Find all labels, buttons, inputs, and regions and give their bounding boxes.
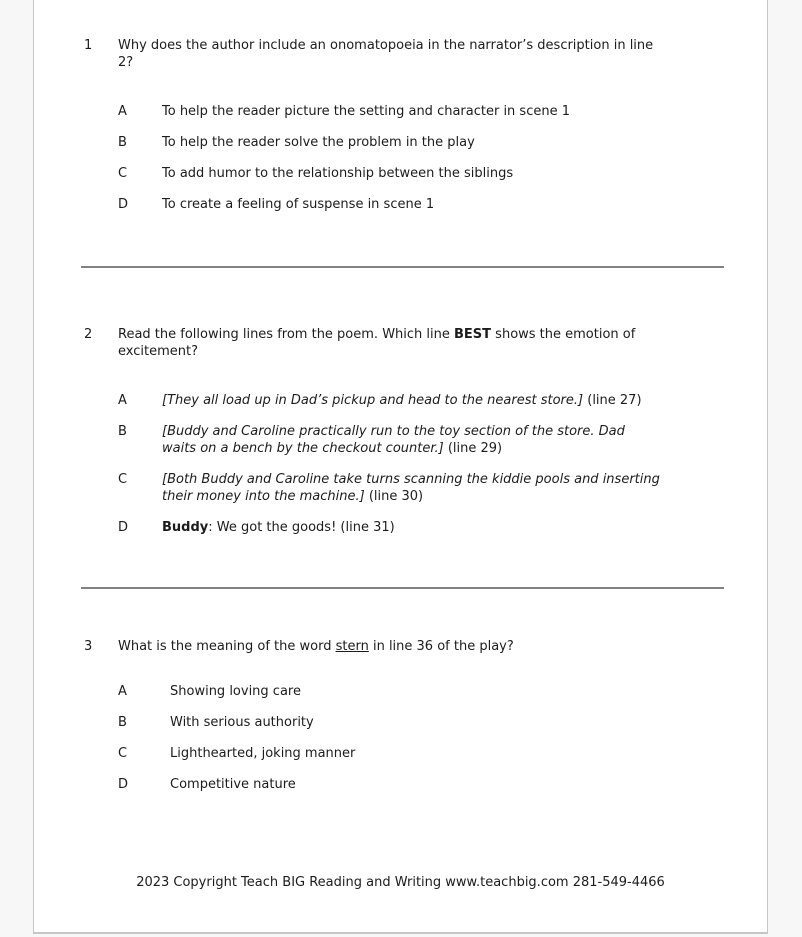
option-line — [162, 165, 734, 182]
text-segment: waits on a bench by the checkout counter.] — [162, 441, 444, 456]
option-line — [170, 683, 734, 700]
option-letter: C — [118, 166, 128, 181]
option-text — [162, 423, 734, 457]
option-row-A — [118, 683, 734, 700]
option-text — [162, 471, 734, 505]
option-line — [162, 103, 734, 120]
text-segment: BEST — [454, 327, 492, 342]
option-line — [162, 392, 734, 409]
option-row-B — [118, 714, 734, 731]
option-letter: B — [118, 135, 127, 150]
stem-line — [118, 37, 734, 54]
text-segment: shows the emotion of — [491, 327, 636, 342]
option-row-C — [118, 165, 734, 182]
option-letter: B — [118, 715, 127, 730]
question-number: 3 — [84, 639, 93, 654]
question-body — [118, 37, 734, 227]
text-segment: Showing loving care — [170, 684, 301, 699]
options-list — [118, 103, 734, 213]
option-line — [162, 519, 734, 536]
text-segment: [Buddy and Caroline practically run to the toy section of the store. Dad — [162, 424, 625, 439]
option-line — [170, 745, 734, 762]
option-text — [162, 103, 734, 120]
option-letter: C — [118, 746, 128, 761]
text-segment: in line 36 of the play? — [368, 639, 514, 654]
option-text — [162, 392, 734, 409]
question-stem — [118, 326, 734, 360]
text-segment: To help the reader picture the setting and character in scene 1 — [162, 104, 570, 119]
option-row-D — [118, 776, 734, 793]
option-line — [162, 196, 734, 213]
option-row-C — [118, 745, 734, 762]
question-stem — [118, 37, 734, 71]
option-line — [162, 134, 734, 151]
option-letter: D — [118, 197, 129, 212]
option-row-B — [118, 423, 734, 457]
option-line — [162, 488, 734, 505]
text-segment: stern — [335, 639, 369, 654]
stem-line — [118, 343, 734, 360]
option-text — [170, 714, 734, 731]
option-letter: D — [118, 520, 129, 535]
text-segment: To add humor to the relationship between the siblings — [162, 166, 514, 181]
document-page — [33, 0, 768, 934]
text-segment: (line 27) — [583, 393, 642, 408]
text-segment: Why does the author include an onomatopoeia in the narrator’s description in line — [118, 38, 654, 53]
text-segment: [They all load up in Dad’s pickup and head to the nearest store.] — [162, 393, 584, 408]
options-list — [118, 392, 734, 536]
stem-line — [118, 638, 734, 655]
option-letter: A — [118, 684, 127, 699]
text-segment: their money into the machine.] — [162, 489, 365, 504]
text-segment: excitement? — [118, 344, 198, 359]
option-text — [162, 196, 734, 213]
text-segment: Lighthearted, joking manner — [170, 746, 356, 761]
option-text — [162, 165, 734, 182]
option-text — [170, 683, 734, 700]
option-text — [162, 134, 734, 151]
option-row-A — [118, 392, 734, 409]
text-segment: To help the reader solve the problem in the play — [162, 135, 475, 150]
option-line — [162, 423, 734, 440]
option-row-B — [118, 134, 734, 151]
option-text — [162, 519, 734, 536]
text-segment: Buddy — [162, 520, 209, 535]
question-divider-1 — [81, 266, 724, 268]
text-segment: 2? — [118, 55, 134, 70]
option-letter: A — [118, 104, 127, 119]
text-segment: With serious authority — [170, 715, 314, 730]
text-segment: : We got the goods! (line 31) — [208, 520, 395, 535]
question-number: 1 — [84, 38, 93, 53]
page-footer: 2023 Copyright Teach BIG Reading and Writing www.teachbig.com 281-549-4466 — [136, 875, 665, 890]
question-number: 2 — [84, 327, 93, 342]
question-2 — [34, 326, 767, 550]
option-text — [170, 745, 734, 762]
option-line — [170, 714, 734, 731]
option-row-C — [118, 471, 734, 505]
option-letter: C — [118, 472, 128, 487]
option-letter: A — [118, 393, 127, 408]
option-letter: B — [118, 424, 127, 439]
option-line — [162, 440, 734, 457]
option-letter: D — [118, 777, 129, 792]
options-list — [118, 683, 734, 793]
option-line — [170, 776, 734, 793]
question-divider-2 — [81, 587, 724, 589]
text-segment: [Both Buddy and Caroline take turns scanning the kiddie pools and inserting — [162, 472, 660, 487]
option-row-A — [118, 103, 734, 120]
stem-line — [118, 326, 734, 343]
text-segment: (line 29) — [443, 441, 503, 456]
question-1 — [34, 37, 767, 227]
question-stem — [118, 638, 734, 655]
question-body — [118, 326, 734, 550]
text-segment: Competitive nature — [170, 777, 296, 792]
text-segment: To create a feeling of suspense in scene 1 — [162, 197, 435, 212]
text-segment: What is the meaning of the word — [118, 639, 336, 654]
option-row-D — [118, 196, 734, 213]
text-segment: (line 30) — [364, 489, 424, 504]
option-row-D — [118, 519, 734, 536]
question-body — [118, 638, 734, 807]
question-3 — [34, 638, 767, 807]
text-segment: Read the following lines from the poem. Which line — [118, 327, 455, 342]
stem-line — [118, 54, 734, 71]
option-line — [162, 471, 734, 488]
option-text — [170, 776, 734, 793]
